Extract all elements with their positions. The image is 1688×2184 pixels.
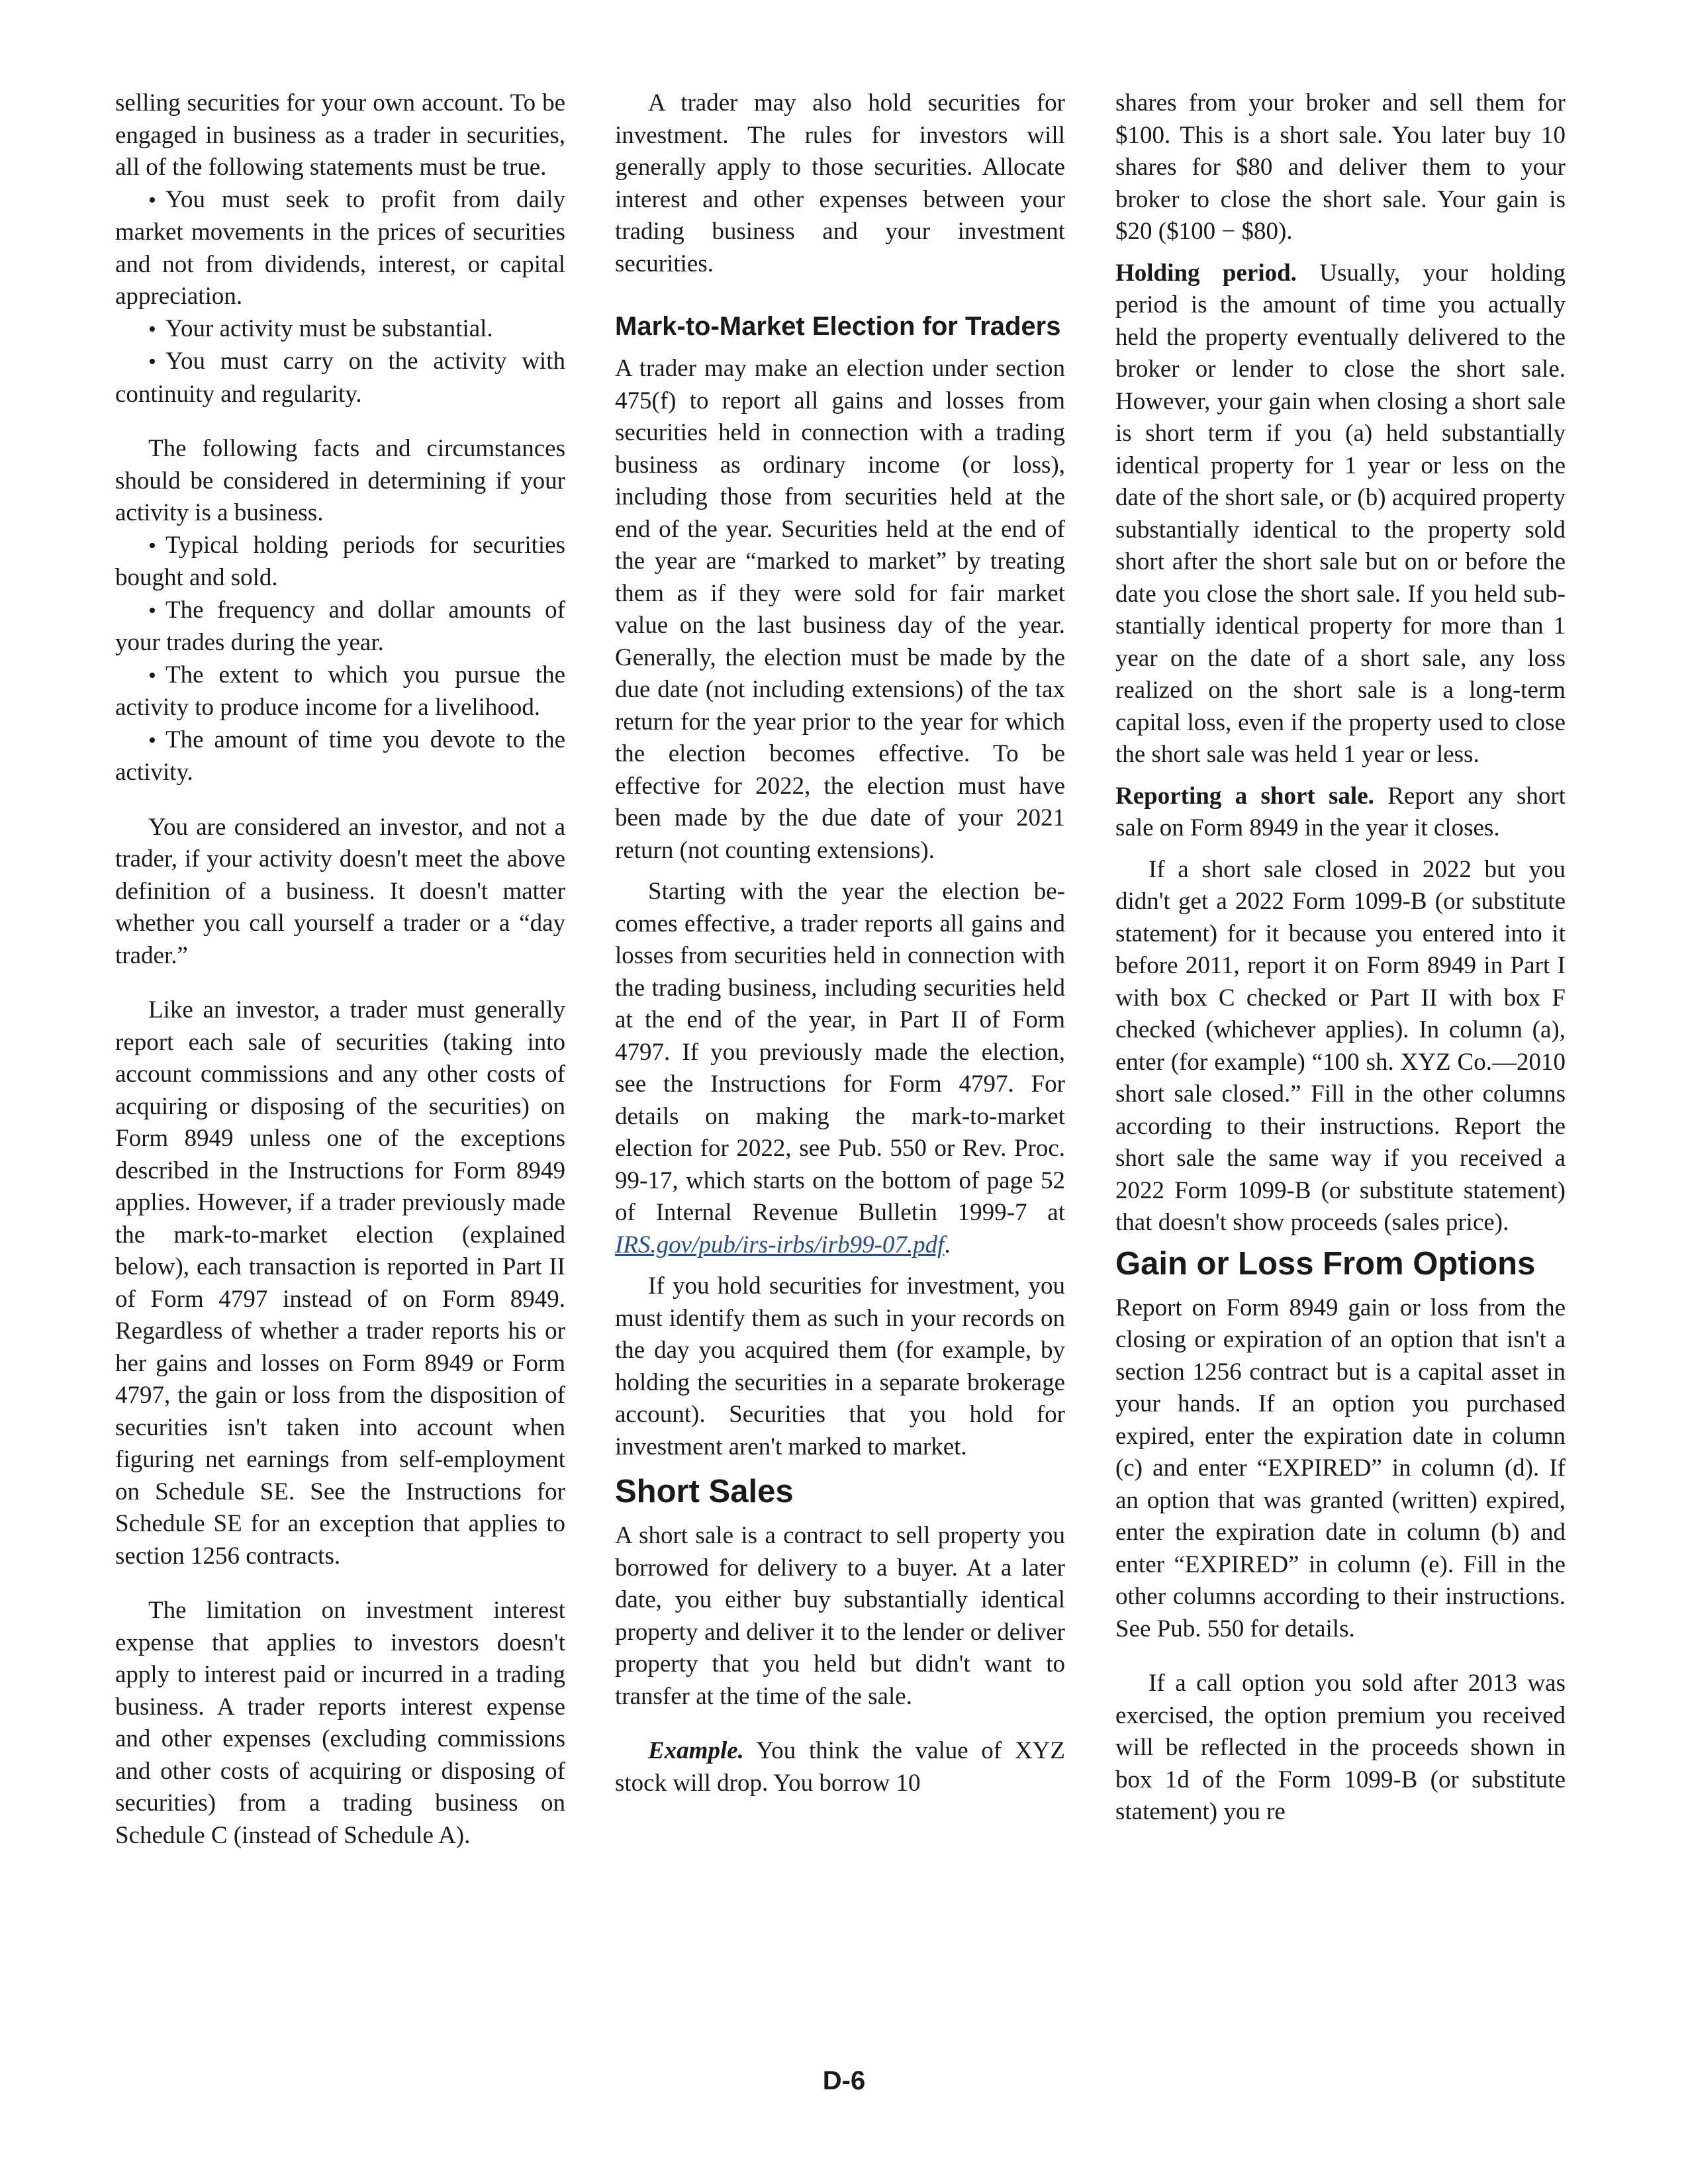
holding-period-label: Holding period. xyxy=(1115,259,1297,287)
trader-reporting-paragraph: Like an investor, a trader must generally report each sale of securities (taking into account commissions and any other costs of acquiring or disposing of the securities) on Form 8949 unless one of the exceptions described in the Instructions for Form 8949 applies. However, if a trader previously made the mark-to-market election (explained below), each transaction is reported in Part II of Form 4797 instead of on Form 8949. Regardless of whether a trader reports his or her gains and losses on Form 8949 or Form 4797, the gain or loss from the disposition of securities isn't taken into account when figuring net earnings from self-employment on Schedule SE. See the Instructions for Schedule SE for an exception that applies to section 1256 contracts. xyxy=(115,996,565,1570)
holding-period-paragraph: Holding period. Usually, your holding period is the amount of time you actually held the property eventually delivered to the broker or lender to close the short sale. However, your gain when closing a short sale is short term if you (a) held substantially identical property for 1 year or less on the date of the short sale, or (b) acquired property substantially identical to the property sold short after the short sale but on or before the date you close the short sale. If you held substantially identical property for more than 1 year on the date of a short sale, any loss realized on the short sale is a long-term capital loss, even if the property used to close the short sale was held 1 year or less. xyxy=(1115,259,1566,768)
bullet-livelihood: • The extent to which you pursue the activity to produce income for a livelihood. xyxy=(115,659,565,724)
short-sale-2022-paragraph: If a short sale closed in 2022 but you didn't get a 2022 Form 1099-B (or substitute statement) for it because you entered into it before 2011, report it on Form 8949 in Part I with box C checked or Part II with box F checked (whichever applies). In column (a), enter (for example) “100 sh. XYZ Co.—2010 short sale closed.” Fill in the other columns according to their instructions. Report the short sale the same way if you received a 2022 Form 1099-B (or substitute statement) that doesn't show proceeds (sales price). xyxy=(1115,855,1566,1236)
bullet-continuity: • You must carry on the activity with continuity and regularity. xyxy=(115,346,565,410)
mark-to-market-heading: Mark-to-Market Election for Traders xyxy=(615,312,1061,341)
short-sales-heading: Short Sales xyxy=(615,1474,794,1509)
trader-definition-paragraph: selling securities for your own account. To be engaged in business as a trader in securities, all of the following statements must be true. xyxy=(115,89,565,181)
short-sale-definition-paragraph: A short sale is a contract to sell property you borrowed for delivery to a buyer. At a later date, you either buy substantially identical property and deliver it to the lender or deliver property that you held but didn't want to transfer at the time of the sale. xyxy=(615,1522,1065,1710)
column-3 xyxy=(1115,87,1566,1828)
investor-paragraph: You are considered an investor, and not a trader, if your activity doesn't meet the above definition of a business. It doesn't matter whether you call yourself a trader or a “day trader.” xyxy=(115,813,565,969)
bullet-time-devoted: • The amount of time you devote to the activity. xyxy=(115,724,565,789)
investment-securities-paragraph: A trader may also hold securities for investment. The rules for investors will generally apply to those securities. Allocate interest and other expenses between your trading business and your investment securities. xyxy=(615,89,1065,277)
hold-for-investment-paragraph: If you hold securities for investment, you must identify them as such in your records on the day you acquired them (for example, by holding the securities in a separate brokerage account). Securities that you hold for investment aren't marked to market. xyxy=(615,1272,1065,1460)
reporting-short-sale-label: Reporting a short sale. xyxy=(1115,782,1374,810)
column-2 xyxy=(615,87,1065,1799)
irs-bulletin-link[interactable]: IRS.gov/pub/irs-irbs/irb99-07.pdf xyxy=(615,1231,945,1258)
options-heading: Gain or Loss From Options xyxy=(1115,1245,1536,1282)
reporting-short-sale-paragraph: Reporting a short sale. Report any short sale on Form 8949 in the year it closes. xyxy=(1115,782,1566,841)
example-continued-paragraph: shares from your broker and sell them for $100. This is a short sale. You later buy 10 shares for $80 and deliver them to your broker to close the short sale. Your gain is $20 ($100 − $80). xyxy=(1115,89,1566,245)
page-number: D-6 xyxy=(822,2066,866,2095)
election-effective-paragraph: Starting with the year the election becomes effective, a trader reports all gains and losses from securities held in connection with the trading business, including securities held at the end of the year, in Part II of Form 4797. If you previously made the election, see the Instructions for Form 4797. For details on making the mark-to-market election for 2022, see Pub. 550 or Rev. Proc. 99-17, which starts on the bottom of page 52 of Internal Revenue Bulletin 1999-7 at IRS.gov/pub/irs-irbs/irb99-07.pdf. xyxy=(615,878,1065,1258)
options-paragraph: Report on Form 8949 gain or loss from the closing or expiration of an option that isn't a section 1256 contract but is a capital asset in your hands. If an option you purchased expired, enter the expiration date in column (c) and enter “EXPIRED” in column (d). If an option that was granted (written) expired, enter the expiration date in column (b) and enter “EXPIRED” in column (e). Fill in the other columns according to their instructions. See Pub. 550 for details. xyxy=(1115,1294,1566,1642)
bullet-frequency: • The frequency and dollar amounts of your trades during the year. xyxy=(115,594,565,659)
bullet-profit-daily: • You must seek to profit from daily market movements in the prices of securities and not from dividends, interest, or capital appreciation. xyxy=(115,184,565,313)
interest-limitation-paragraph: The limitation on investment interest expense that applies to investors doesn't apply to interest paid or incurred in a trading business. A trader reports interest expense and other expenses (excluding commissions and other costs of acquiring or disposing of securities) from a trading business on Schedule C (instead of Schedule A). xyxy=(115,1597,565,1849)
bullet-holding-periods: • Typical holding periods for securities bought and sold. xyxy=(115,530,565,594)
example-paragraph: Example. You think the value of XYZ stock will drop. You borrow 10 xyxy=(615,1737,1065,1797)
example-label: Example. xyxy=(648,1737,744,1764)
column-1 xyxy=(115,87,565,1852)
mark-to-market-paragraph: A trader may make an election under section 475(f) to report all gains and losses from securities held in connection with a trading business as ordinary income (or loss), including those from securities held at the end of the year. Securities held at the end of the year are “marked to market” by treating them as if they were sold for fair market value on the last business day of the year. Generally, the election must be made by the due date (not including extensions) of the tax return for the year prior to the year for which the election becomes effective. To be effective for 2022, the election must have been made by the due date of your 2021 return (not counting extensions). xyxy=(615,355,1065,864)
bullet-substantial: • Your activity must be substantial. xyxy=(115,313,565,346)
call-option-paragraph: If a call option you sold after 2013 was exercised, the option premium you received will be reflected in the proceeds shown in box 1d of the Form 1099-B (or substitute statement) you re xyxy=(1115,1670,1566,1825)
facts-paragraph: The following facts and circumstances should be considered in determining if your activity is a business. xyxy=(115,435,565,526)
